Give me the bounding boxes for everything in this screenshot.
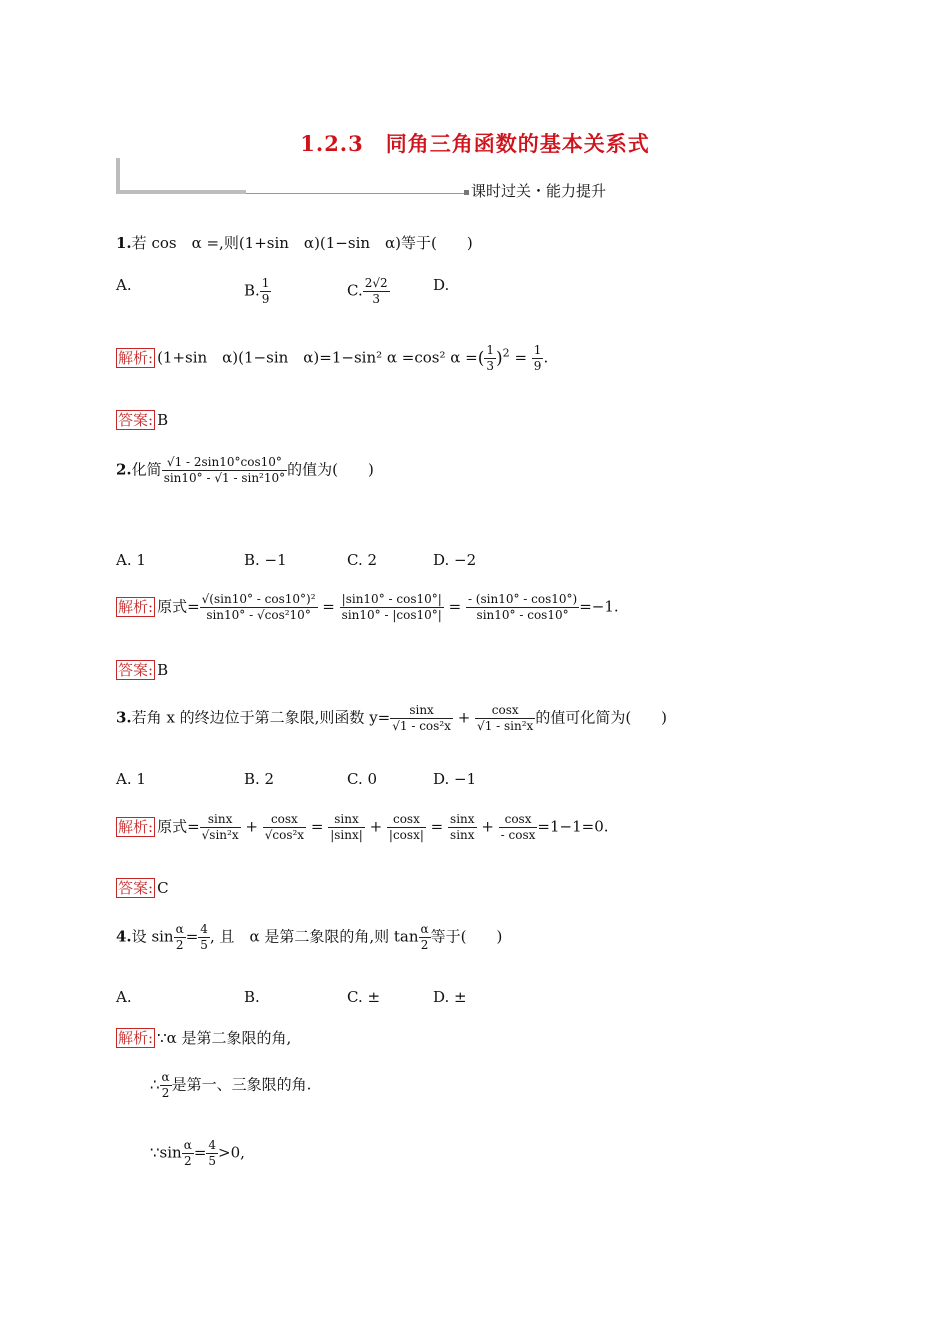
numerator: sinx <box>200 812 241 828</box>
fraction <box>499 812 538 843</box>
analysis-4 <box>116 1027 291 1048</box>
operator: = <box>430 817 444 836</box>
because-symbol: ∵sin <box>150 1143 182 1162</box>
denominator: sinx <box>450 828 475 842</box>
question-1 <box>116 232 473 253</box>
denominator: sin10° - √1 - sin²10° <box>163 471 286 485</box>
operator: + <box>369 817 383 836</box>
equals-sign: = <box>185 927 199 946</box>
numerator: √(sin10° - cos10°)² <box>201 592 316 606</box>
denominator: |sinx| <box>330 828 363 842</box>
fraction <box>328 812 365 843</box>
numerator: α <box>161 1070 170 1084</box>
fraction <box>182 1138 194 1169</box>
option-d: D. −1 <box>433 770 477 788</box>
option-b <box>244 276 271 307</box>
banner-rule <box>246 193 464 194</box>
denominator: √sin²x <box>201 828 239 842</box>
therefore-symbol: ∴ <box>150 1075 160 1094</box>
denominator: 9 <box>261 292 270 306</box>
numerator: cosx <box>499 812 538 828</box>
question-number: 4. <box>116 927 132 946</box>
banner-bar-vertical <box>116 158 120 194</box>
option-a: A. 1 <box>116 551 146 569</box>
numerator: sinx <box>450 812 475 826</box>
fraction <box>174 922 186 953</box>
numerator: α <box>420 922 429 936</box>
option-c <box>347 276 390 307</box>
fraction <box>532 343 544 374</box>
option-a: A. <box>116 276 132 294</box>
numerator: √1 - 2sin10°cos10° <box>162 455 287 471</box>
numerator: 4 <box>200 922 208 936</box>
numerator: sinx <box>390 703 453 719</box>
paren-open: ( <box>477 348 485 369</box>
solution-end: =−1. <box>579 597 619 616</box>
numerator: cosx <box>387 812 426 828</box>
analysis-label: 解析: <box>118 817 154 836</box>
option-label: B. <box>244 281 260 300</box>
fraction <box>260 276 272 307</box>
answer-3 <box>116 877 169 898</box>
fraction <box>160 1070 172 1101</box>
question-stem: 设 sin <box>131 927 174 946</box>
numerator: 1 <box>261 276 270 290</box>
denominator: sin10° - √cos²10° <box>206 608 311 622</box>
numerator: cosx <box>263 812 306 828</box>
fraction <box>363 276 390 307</box>
plus-sign: + <box>457 708 471 727</box>
analysis-label: 解析: <box>118 1029 154 1047</box>
solution-text: 原式= <box>157 597 200 616</box>
question-stem: 的值可化简为( ) <box>535 708 668 727</box>
expression-fraction <box>162 455 287 486</box>
numerator: 1 <box>486 343 495 357</box>
paren-close: ) <box>496 348 503 369</box>
question-number: 2. <box>116 460 132 479</box>
answer-value: B <box>157 661 169 679</box>
option-d: D. −2 <box>433 551 477 569</box>
denominator: - cosx <box>500 828 536 842</box>
answer-value: C <box>157 879 169 897</box>
question-number: 1. <box>116 234 132 252</box>
equals-sign: = <box>514 348 528 367</box>
solution-text: ∵α 是第二象限的角, <box>157 1029 292 1047</box>
answer-label: 答案: <box>118 411 154 429</box>
answer-label: 答案: <box>118 879 154 897</box>
question-stem: , 且 α 是第二象限的角,则 tan <box>209 927 419 946</box>
question-stem: 等于( ) <box>430 927 503 946</box>
denominator: 3 <box>372 292 380 306</box>
numerator: α <box>183 1138 192 1152</box>
analysis-label: 解析: <box>118 597 154 616</box>
analysis-4-step3 <box>150 1138 245 1169</box>
analysis-3 <box>116 812 609 843</box>
denominator: sin10° - |cos10°| <box>341 608 442 622</box>
fraction <box>206 1138 218 1169</box>
option-a: A. <box>116 988 132 1006</box>
answer-1 <box>116 409 168 430</box>
option-a: A. 1 <box>116 770 146 788</box>
option-c: C. 0 <box>347 770 378 788</box>
fraction <box>466 592 579 623</box>
numerator: |sin10° - cos10°| <box>341 592 442 606</box>
denominator: sin10° - cos10° <box>476 608 569 622</box>
square-bullet-icon <box>464 190 469 195</box>
fraction <box>263 812 306 843</box>
banner-bar-horizontal <box>116 190 246 194</box>
question-stem: 化简 <box>131 460 162 479</box>
option-b: B. <box>244 988 260 1006</box>
answer-value: B <box>157 411 169 429</box>
solution-end: =1−1=0. <box>537 817 609 836</box>
fraction <box>390 703 453 734</box>
denominator: 5 <box>200 938 208 952</box>
question-stem: 的值为( ) <box>287 460 374 479</box>
denominator: √cos²x <box>264 828 305 842</box>
numerator: 1 <box>533 343 542 357</box>
equals-sign: = <box>322 597 335 616</box>
option-label: C. <box>347 281 363 300</box>
denominator: 2 <box>175 938 184 952</box>
section-banner <box>464 180 606 201</box>
denominator: 3 <box>486 359 495 373</box>
fraction <box>475 703 535 734</box>
analysis-label: 解析: <box>118 348 154 367</box>
option-d: D. ± <box>433 988 467 1006</box>
solution-text: >0, <box>218 1143 245 1162</box>
denominator: √1 - cos²x <box>392 719 451 733</box>
exponent: 2 <box>502 346 510 360</box>
fraction <box>387 812 426 843</box>
denominator: √1 - sin²x <box>477 719 534 733</box>
question-2 <box>116 455 374 486</box>
analysis-2 <box>116 592 619 623</box>
numerator: α <box>175 922 184 936</box>
banner-label: 课时过关・能力提升 <box>471 182 607 200</box>
solution-text: (1+sin α)(1−sin α)=1−sin² α =cos² α = <box>157 348 478 367</box>
denominator: 9 <box>533 359 542 373</box>
option-b: B. −1 <box>244 551 287 569</box>
operator: = <box>310 817 324 836</box>
equals-sign: = <box>193 1143 207 1162</box>
fraction <box>419 922 431 953</box>
question-3 <box>116 703 667 734</box>
fraction <box>198 922 210 953</box>
operator: + <box>481 817 494 836</box>
fraction <box>200 812 241 843</box>
option-b: B. 2 <box>244 770 275 788</box>
denominator: 5 <box>208 1154 217 1168</box>
answer-label: 答案: <box>118 661 154 679</box>
option-d: D. <box>433 276 450 294</box>
page-title: 1.2.3 同角三角函数的基本关系式 <box>300 131 650 156</box>
denominator: 2 <box>161 1086 170 1100</box>
question-number: 3. <box>116 708 132 727</box>
fraction <box>340 592 444 623</box>
question-stem: 若 cos α = <box>131 234 220 252</box>
operator: + <box>245 817 258 836</box>
option-c: C. ± <box>347 988 381 1006</box>
fraction <box>448 812 477 843</box>
numerator: cosx <box>475 703 535 719</box>
numerator: - (sin10° - cos10°) <box>467 592 578 606</box>
period: . <box>543 348 549 367</box>
denominator: 2 <box>420 938 429 952</box>
answer-2 <box>116 659 168 680</box>
numerator: sinx <box>328 812 365 828</box>
numerator: 2√2 <box>364 276 388 290</box>
equals-sign: = <box>448 597 462 616</box>
solution-text: 是第一、三象限的角. <box>171 1075 312 1094</box>
denominator: |cosx| <box>388 828 424 842</box>
analysis-4-step2 <box>150 1070 311 1101</box>
question-4 <box>116 922 502 953</box>
question-stem: ,则(1+sin α)(1−sin α)等于( ) <box>219 234 473 252</box>
option-c: C. 2 <box>347 551 378 569</box>
solution-text: 原式= <box>157 817 200 836</box>
fraction <box>484 343 496 374</box>
question-stem: 若角 x 的终边位于第二象限,则函数 y= <box>131 708 391 727</box>
fraction <box>200 592 318 623</box>
numerator: 4 <box>208 1138 217 1152</box>
denominator: 2 <box>183 1154 192 1168</box>
analysis-1 <box>116 343 548 374</box>
